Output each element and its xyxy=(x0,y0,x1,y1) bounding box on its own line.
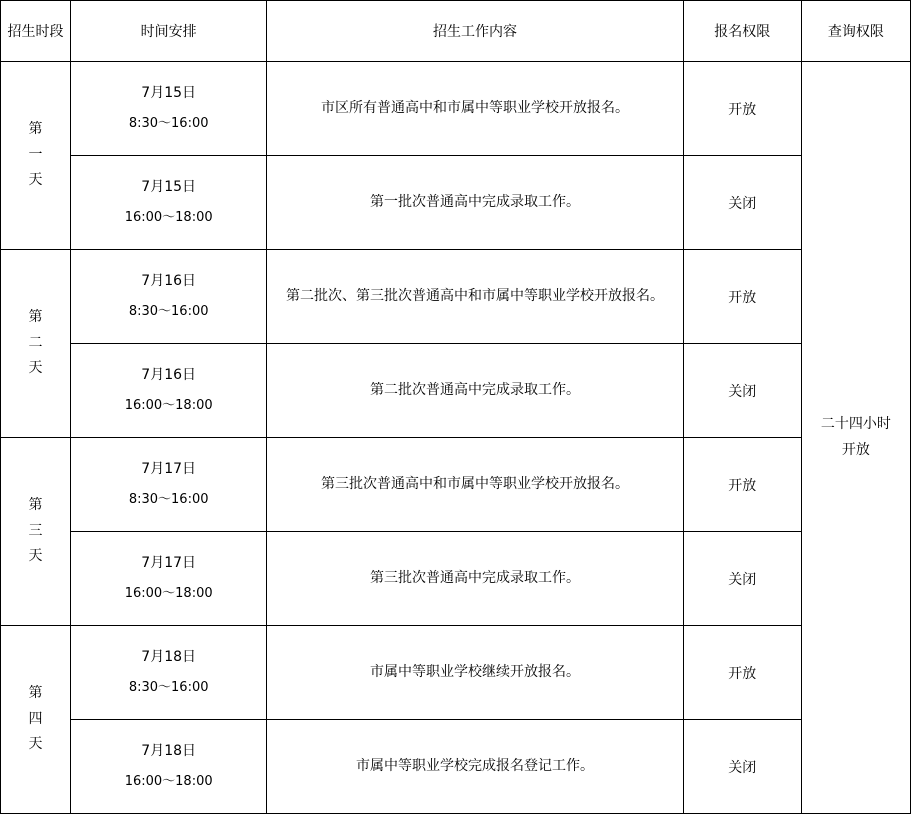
time-date: 7月15日 xyxy=(141,179,197,196)
time-cell xyxy=(71,62,267,156)
period-char: 三 xyxy=(28,522,43,539)
period-char: 天 xyxy=(28,736,43,753)
period-cell-day4 xyxy=(1,626,71,814)
time-range: 8:30～16:00 xyxy=(128,304,209,320)
apply-permission-cell: 开放 xyxy=(683,250,801,344)
table-row xyxy=(1,62,911,156)
header-period: 招生时段 xyxy=(1,1,71,62)
content-cell: 第三批次普通高中和市属中等职业学校开放报名。 xyxy=(267,438,683,532)
apply-permission-cell: 开放 xyxy=(683,438,801,532)
period-char: 天 xyxy=(28,360,43,377)
content-cell: 市属中等职业学校继续开放报名。 xyxy=(267,626,683,720)
table-row xyxy=(1,438,911,532)
table-row xyxy=(1,250,911,344)
header-query-permission: 查询权限 xyxy=(801,1,910,62)
query-permission-line2: 开放 xyxy=(841,441,870,458)
table-row xyxy=(1,626,911,720)
content-cell: 市属中等职业学校完成报名登记工作。 xyxy=(267,720,683,814)
time-range: 8:30～16:00 xyxy=(128,116,209,132)
period-char: 第 xyxy=(28,684,43,701)
time-cell xyxy=(71,532,267,626)
period-char: 二 xyxy=(28,334,43,351)
content-cell: 第一批次普通高中完成录取工作。 xyxy=(267,156,683,250)
content-cell: 第二批次普通高中完成录取工作。 xyxy=(267,344,683,438)
period-char: 一 xyxy=(28,146,43,163)
time-date: 7月17日 xyxy=(141,555,197,572)
table-header xyxy=(1,1,911,62)
apply-permission-cell: 关闭 xyxy=(683,156,801,250)
time-range: 16:00～18:00 xyxy=(124,210,213,226)
time-range: 16:00～18:00 xyxy=(124,398,213,414)
time-date: 7月18日 xyxy=(141,649,197,666)
time-range: 8:30～16:00 xyxy=(128,492,209,508)
time-date: 7月16日 xyxy=(141,273,197,290)
apply-permission-cell: 关闭 xyxy=(683,720,801,814)
content-cell: 第三批次普通高中完成录取工作。 xyxy=(267,532,683,626)
header-time: 时间安排 xyxy=(71,1,267,62)
apply-permission-cell: 关闭 xyxy=(683,532,801,626)
apply-permission-cell: 开放 xyxy=(683,626,801,720)
period-cell-day2 xyxy=(1,250,71,438)
time-date: 7月16日 xyxy=(141,367,197,384)
table-row xyxy=(1,720,911,814)
query-permission-cell xyxy=(801,62,910,814)
content-cell: 市区所有普通高中和市属中等职业学校开放报名。 xyxy=(267,62,683,156)
period-char: 天 xyxy=(28,172,43,189)
time-date: 7月18日 xyxy=(141,743,197,760)
time-cell xyxy=(71,344,267,438)
period-char: 第 xyxy=(28,308,43,325)
time-range: 8:30～16:00 xyxy=(128,680,209,696)
period-char: 天 xyxy=(28,548,43,565)
time-range: 16:00～18:00 xyxy=(124,774,213,790)
apply-permission-cell: 关闭 xyxy=(683,344,801,438)
period-char: 第 xyxy=(28,496,43,513)
query-permission-line1: 二十四小时 xyxy=(820,416,891,433)
header-content: 招生工作内容 xyxy=(267,1,683,62)
time-cell xyxy=(71,626,267,720)
table-row xyxy=(1,532,911,626)
table-row xyxy=(1,156,911,250)
content-cell: 第二批次、第三批次普通高中和市属中等职业学校开放报名。 xyxy=(267,250,683,344)
period-char: 四 xyxy=(28,710,43,727)
table-row xyxy=(1,344,911,438)
table-header-row xyxy=(1,1,911,62)
time-cell xyxy=(71,250,267,344)
time-cell xyxy=(71,720,267,814)
header-apply-permission: 报名权限 xyxy=(683,1,801,62)
period-cell-day3 xyxy=(1,438,71,626)
table-body xyxy=(1,62,911,814)
apply-permission-cell: 开放 xyxy=(683,62,801,156)
time-range: 16:00～18:00 xyxy=(124,586,213,602)
period-cell-day1 xyxy=(1,62,71,250)
time-date: 7月15日 xyxy=(141,85,197,102)
time-cell xyxy=(71,438,267,532)
period-char: 第 xyxy=(28,120,43,137)
time-cell xyxy=(71,156,267,250)
time-date: 7月17日 xyxy=(141,461,197,478)
